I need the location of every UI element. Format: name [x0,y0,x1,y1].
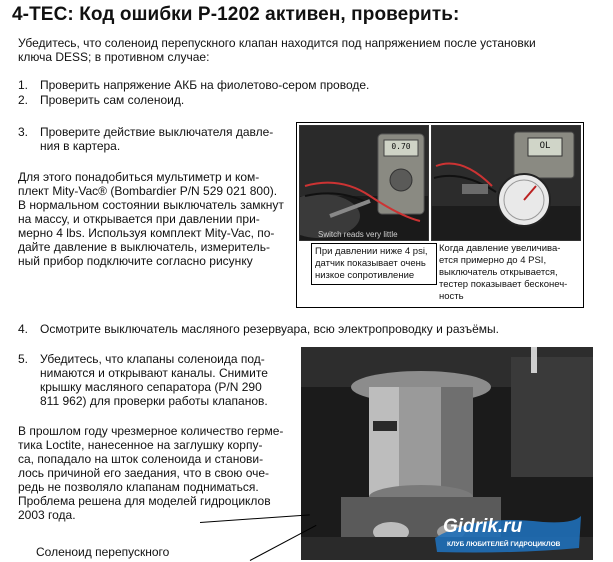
caption-line: Когда давление увеличива- [439,243,561,254]
step-number: 3. [18,125,29,139]
step-text: Осмотрите выключатель масляного резервуара, всю электропроводку и разъёмы. [40,322,499,336]
solenoid-label: Соленоид перепускного [36,545,170,559]
body-line: дайте давление в выключатель, измеритель- [18,240,270,254]
watermark-subtitle: КЛУБ ЛЮБИТЕЛЕЙ ГИДРОЦИКЛОВ [447,541,561,548]
step-5 [18,352,318,412]
meter-display-low: 0.70 [391,142,411,151]
caption-line: низкое сопротивление [315,270,415,281]
caption-line: ность [439,291,464,302]
step-number: 2. [18,93,29,107]
step-text: Проверить напряжение АКБ на фиолетово-сером проводе. [40,78,370,92]
meter-display-high: OL [539,141,551,151]
watermark-brand: Gidrik.ru [443,516,523,537]
body-line: лось причиной его заедания, что в свою оче- [18,466,270,480]
step-line: 811 962) для проверки работы клапанов. [40,394,268,408]
intro-text [18,36,536,64]
step-3-body [18,170,303,268]
body-line: тика Loctite, нанесенное на заглушку корпу- [18,438,263,452]
step-text [40,125,273,153]
caption-line: датчик показывает очень [315,258,426,269]
pressure-test-figure [296,122,584,308]
step-line: крышку масляного сепаратора (P/N 290 [40,380,262,394]
step-5-body [18,424,308,522]
step-line: Проверите действие выключателя давле- [40,125,274,139]
step-number: 4. [18,322,29,336]
intro-line: ключа DESS; в противном случае: [18,50,210,64]
step-3 [18,125,298,155]
body-line: Проблема решена для моделей гидроциклов [18,494,271,508]
caption-line: тестер показывает бесконеч- [439,279,568,290]
step-2 [18,93,578,107]
step-line: нимаются и открывают каналы. Снимите [40,366,268,380]
page-title: 4-TEC: Код ошибки P-1202 активен, проверить: [12,4,460,25]
caption-high-pressure [439,243,581,303]
step-line: ния в картера. [40,139,121,153]
intro-line: Убедитесь, что соленоид перепускного клапан находится под напряжением после установки [18,36,536,50]
step-line: Убедитесь, что клапаны соленоида под- [40,352,265,366]
body-line: В нормальном состоянии выключатель замкнут [18,198,284,212]
step-text: Проверить сам соленоид. [40,93,185,107]
caption-low-pressure [311,243,437,285]
body-line: плект Mity-Vac® (Bombardier P/N 529 021 800). [18,184,278,198]
body-line: мерно 4 lbs. Используя комплект Mity-Vac, по- [18,226,275,240]
caption-line: При давлении ниже 4 psi, [315,246,428,257]
step-text [40,352,268,408]
body-line: ный прибор подключите согласно рисунку [18,254,253,268]
gidrik-watermark [433,508,583,556]
photo-low-pressure [299,125,429,241]
caption-line: ется примерно до 4 PSI, [439,255,547,266]
step-number: 5. [18,352,29,366]
body-line: са, попадало на шток соленоида и станови- [18,452,264,466]
photo-overlay-text: Switch reads very little [318,230,398,239]
body-line: Для этого понадобиться мультиметр и ком- [18,170,260,184]
photo-high-pressure [431,125,581,241]
body-line: на массу, и открывается при давлении при- [18,212,260,226]
body-line: 2003 года. [18,508,76,522]
step-1 [18,78,578,92]
caption-line: выключатель открывается, [439,267,558,278]
body-line: редь не позволяло клапанам подниматься. [18,480,259,494]
body-line: В прошлом году чрезмерное количество герме- [18,424,284,438]
step-4 [18,322,608,336]
step-number: 1. [18,78,29,92]
